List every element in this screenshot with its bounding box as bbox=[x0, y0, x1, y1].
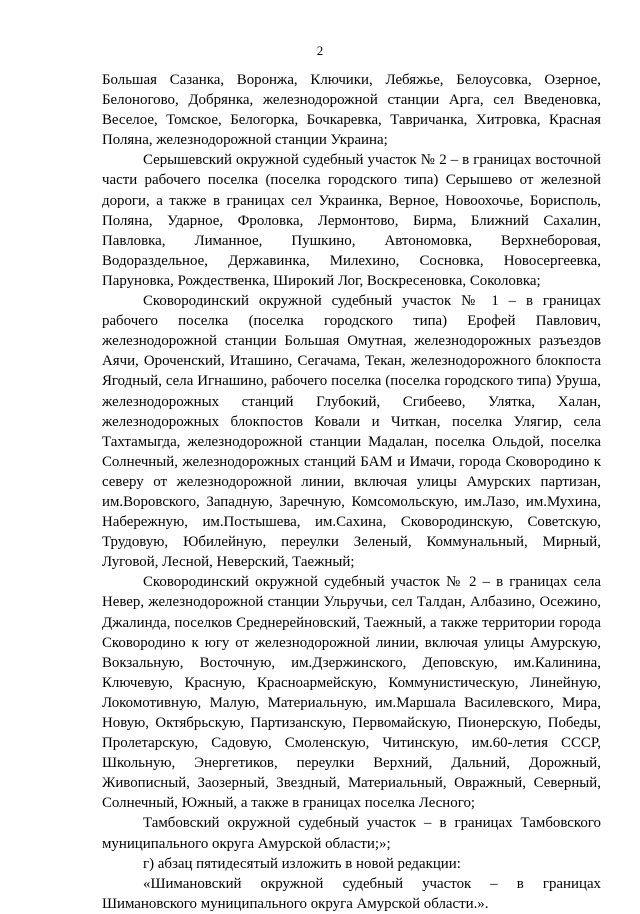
paragraph-amendment-g: г) абзац пятидесятый изложить в новой редакции: bbox=[143, 855, 461, 872]
paragraph-continuation: Большая Сазанка, Воронжа, Ключики, Лебяжье, Белоусовка, Озерное, Белоногово, Добрянка, железнодорожной станции Арга, сел Введеновка, Веселое, Томское, Белогорка, Бочкаревка, Тавричанка, Хитровка, Красная Поляна, железнодорожной станции Украина; bbox=[102, 72, 601, 149]
page-number: 2 bbox=[316, 43, 324, 58]
paragraph-skovorodino-1: Сковородинский окружной судебный участок № 1 – в границах рабочего поселка (поселка городского типа) Ерофей Павлович, железнодорожной станции Большая Омутная, железнодорожных разъездов Аячи, Ороченский, Иташино, Сегачама, Текан, железнодорожного блокпоста Ягодный, села Игнашино, рабочего поселка (поселка городского типа) Уруша, железнодорожных станций Глубокий, Сгибеево, Улятка, Халан, железнодорожных блокпостов Ковали и Читкан, поселка Улягир, села Тахтамыгда, железнодорожной станции Мадалан, поселка Ольдой, поселка Солнечный, железнодорожных станций БАМ и Имачи, города Сковородино к северу от железнодорожной линии, включая улицы Амурских партизан, им.Воровского, Западную, Заречную, Комсомольскую, им.Лазо, им.Мухина, Набережную, им.Постышева, им.Сахина, Сковородинскую, Советскую, Трудовую, Юбилейную, переулки Зеленый, Коммунальный, Мирный, Луговой, Лесной, Неверский, Таежный; bbox=[102, 293, 601, 571]
document-body bbox=[102, 70, 601, 914]
paragraph-skovorodino-2: Сковородинский окружной судебный участок № 2 – в границах села Невер, железнодорожной станции Ульручьи, сел Талдан, Албазино, Осежино, Джалинда, поселков Среднерейновский, Таежный, а также территории города Сковородино к югу от железнодорожной линии, включая улицы Амурскую, Вокзальную, Восточную, им.Дзержинского, Деповскую, им.Калинина, Ключевую, Красную, Красноармейскую, Коммунистическую, Линейную, Локомотивную, Малую, Материальную, им.Маршала Василевского, Мира, Новую, Октябрьскую, Партизанскую, Первомайскую, Пионерскую, Победы, Пролетарскую, Садовую, Смоленскую, Читинскую, им.60-летия СССР, Школьную, Энергетиков, переулки Верхний, Дальний, Дорожный, Живописный, Заозерный, Звездный, Материальный, Овражный, Северный, Солнечный, Южный, а также в границах поселка Лесного; bbox=[102, 574, 601, 812]
paragraph-seryshevo-2: Серышевский окружной судебный участок № 2 – в границах восточной части рабочего поселка (поселка городского типа) Серышево от железной дороги, а также в границах сел Украинка, Верное, Новоохочье, Борисполь, Поляна, Ударное, Фроловка, Лермонтово, Бирма, Ближний Сахалин, Павловка, Лиманное, Пушкино, Автономовка, Верхнеборовая, Водораздельное, Державинка, Милехино, Сосновка, Новосергеевка, Паруновка, Рождественка, Широкий Лог, Воскресеновка, Соколовка; bbox=[102, 152, 601, 289]
paragraph-shimanovsk: «Шимановский окружной судебный участок – в границах Шимановского муниципального округа Амурской области.». bbox=[102, 875, 601, 912]
paragraph-tambovka: Тамбовский окружной судебный участок – в границах Тамбовского муниципального округа Амурской области;»; bbox=[102, 815, 601, 852]
